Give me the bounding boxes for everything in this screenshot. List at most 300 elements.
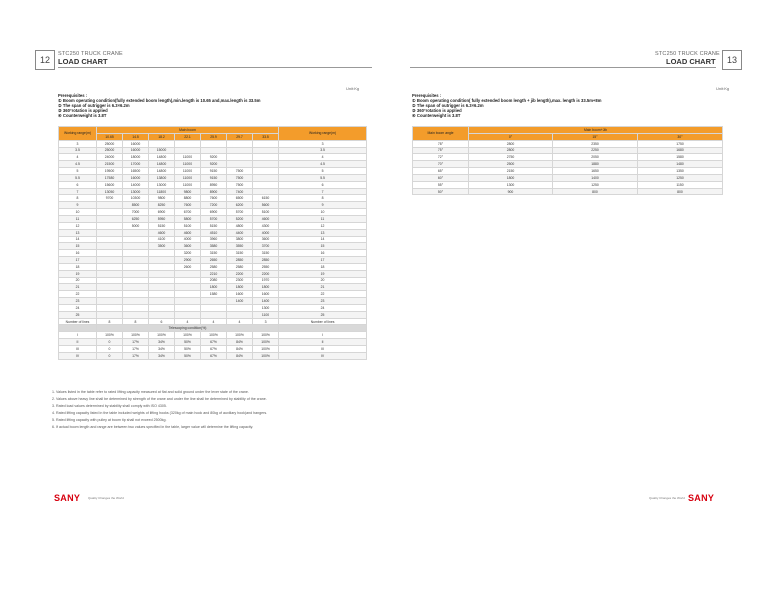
table-cell	[175, 270, 201, 277]
table-cell: 3.5	[59, 147, 97, 154]
boom-length-header: 22.1	[175, 133, 201, 140]
telescoping-row	[59, 332, 367, 339]
table-cell: 17	[59, 257, 97, 264]
table-cell	[175, 284, 201, 291]
table-cell: 8250	[149, 202, 175, 209]
table-cell: 19	[279, 270, 367, 277]
table-cell: 10300	[123, 195, 149, 202]
table-cell: 3700	[253, 243, 279, 250]
table-cell: 100%	[149, 332, 175, 339]
table-row	[59, 215, 367, 222]
table-cell: 6200	[227, 202, 253, 209]
table-cell: 6900	[201, 209, 227, 216]
table-cell	[175, 291, 201, 298]
telescoping-row	[59, 339, 367, 346]
table-cell	[175, 311, 201, 318]
table-cell: 9800	[149, 195, 175, 202]
table-cell: I	[59, 332, 97, 339]
table-cell: 4100	[149, 236, 175, 243]
table-cell	[97, 202, 123, 209]
table-cell: 7000	[123, 209, 149, 216]
table-cell	[97, 222, 123, 229]
prerequisite-4: ④ Counterweight is 3.8T	[58, 113, 107, 119]
number-of-lines-cell: 4	[201, 318, 227, 325]
table-cell	[253, 161, 279, 168]
table-cell: 11000	[175, 174, 201, 181]
table-cell: 7	[279, 188, 367, 195]
table-cell: 800	[638, 188, 723, 195]
table-cell	[149, 298, 175, 305]
boom-length-header: 18.2	[149, 133, 175, 140]
table-cell: 4	[59, 154, 97, 161]
table-cell: 6	[59, 181, 97, 188]
slogan: Quality Changes the World	[88, 496, 124, 500]
table-cell: 2580	[227, 263, 253, 270]
table-cell: 1300	[253, 304, 279, 311]
table-cell: 5200	[227, 215, 253, 222]
table-cell: 2550	[253, 263, 279, 270]
table-cell: 15000	[149, 147, 175, 154]
table-cell: 21	[279, 284, 367, 291]
table-cell	[123, 263, 149, 270]
number-of-lines-label: Number of lines	[59, 318, 97, 325]
table-row	[413, 154, 723, 161]
table-cell: 2650	[201, 257, 227, 264]
table-cell	[227, 304, 253, 311]
table-cell: 24	[279, 304, 367, 311]
spacer-cell	[59, 325, 97, 332]
table-cell: 84%	[227, 339, 253, 346]
table-cell	[97, 209, 123, 216]
telescoping-header-row	[59, 325, 367, 332]
table-cell: 13000	[123, 188, 149, 195]
telescoping-row	[59, 346, 367, 353]
table-cell: 25000	[97, 147, 123, 154]
table-cell: 9150	[201, 174, 227, 181]
table-cell: 24000	[97, 154, 123, 161]
table-cell: III	[59, 346, 97, 353]
table-cell: 67%	[201, 352, 227, 359]
table-cell: 11000	[175, 181, 201, 188]
note-5: 5. Rated lifting capacity with pulley at boom tip shall not exceed 2500kg.	[52, 418, 167, 423]
table-cell: 1400	[553, 174, 638, 181]
table-cell: 16500	[123, 168, 149, 175]
table-cell	[123, 250, 149, 257]
table-cell: 11000	[175, 154, 201, 161]
table-cell: 3800	[227, 236, 253, 243]
note-6: 6. If actual boom length and range are between two values specified in the table, larger value will determine the lifting capacity.	[52, 425, 254, 430]
table-cell	[149, 277, 175, 284]
table-cell	[97, 284, 123, 291]
note-4: 4. Rated lifting capacity listed in the table included weights of lifting hooks (320kg of main hook and 80kg of auxiliary hook)and hangers.	[52, 411, 268, 416]
table-cell: 1580	[201, 291, 227, 298]
table-cell	[149, 311, 175, 318]
table-cell	[201, 311, 227, 318]
prerequisites	[412, 93, 601, 118]
table-cell: 19	[59, 270, 97, 277]
table-cell: 78°	[413, 140, 469, 147]
table-cell	[201, 140, 227, 147]
table-cell: 65°	[413, 168, 469, 175]
table-cell: 1400	[227, 298, 253, 305]
note-2: 2. Values above heavy line shall be determined by strength of the crane and under the line shall be determined by stability of the crane.	[52, 397, 267, 402]
table-row	[59, 140, 367, 147]
table-cell	[253, 147, 279, 154]
table-cell	[97, 311, 123, 318]
table-cell	[227, 140, 253, 147]
table-row	[413, 181, 723, 188]
table-cell: 4000	[175, 236, 201, 243]
table-cell: 11000	[175, 161, 201, 168]
table-cell: 4	[279, 154, 367, 161]
table-cell	[175, 304, 201, 311]
table-cell: 5	[279, 168, 367, 175]
table-cell: 1600	[227, 291, 253, 298]
sany-logo: SANY	[54, 493, 81, 503]
table-cell: 23	[279, 298, 367, 305]
table-cell: 2800	[469, 147, 553, 154]
table-cell: 16000	[123, 147, 149, 154]
table-cell: 21500	[97, 161, 123, 168]
table-cell: 7600	[201, 195, 227, 202]
table-cell: 2300	[227, 277, 253, 284]
table-cell	[253, 174, 279, 181]
table-cell: 5700	[201, 215, 227, 222]
table-cell: 2350	[553, 140, 638, 147]
table-cell: 5700	[227, 209, 253, 216]
table-row	[59, 161, 367, 168]
table-cell	[123, 311, 149, 318]
table-cell	[123, 304, 149, 311]
table-cell	[97, 304, 123, 311]
model-name: STC250 TRUCK CRANE	[58, 51, 123, 57]
page-number: 12	[35, 50, 55, 70]
table-cell: 3500	[149, 243, 175, 250]
table-cell: 4510	[201, 229, 227, 236]
table-cell	[227, 147, 253, 154]
table-cell	[97, 298, 123, 305]
table-cell: 2250	[553, 147, 638, 154]
table-cell: 2580	[201, 263, 227, 270]
table-row	[413, 188, 723, 195]
prerequisite-1: ① Boom operating condition(fully extended boom length),min.length is 10.65 and,max.length is 33.5m	[58, 98, 261, 104]
table-cell: 18	[279, 263, 367, 270]
table-cell: 8900	[201, 188, 227, 195]
table-cell: 14	[279, 236, 367, 243]
table-cell: 1580	[638, 154, 723, 161]
table-cell: 9150	[201, 168, 227, 175]
table-cell: 3600	[253, 236, 279, 243]
table-row	[59, 298, 367, 305]
table-cell: 8800	[175, 195, 201, 202]
table-cell: 3.5	[279, 147, 367, 154]
table-cell: 2800	[469, 140, 553, 147]
table-cell: 100%	[253, 346, 279, 353]
table-cell: 3	[279, 140, 367, 147]
table-row	[59, 154, 367, 161]
slogan: Quality Changes the World	[649, 496, 685, 500]
col-group-main-boom-jib: Main boom+Jib	[469, 127, 723, 134]
table-cell: 100%	[227, 332, 253, 339]
table-row	[59, 236, 367, 243]
table-cell: 3	[59, 140, 97, 147]
table-cell: 67%	[201, 339, 227, 346]
table-cell: 8	[59, 195, 97, 202]
table-cell: 55°	[413, 181, 469, 188]
table-cell: 22	[279, 291, 367, 298]
table-cell: 1100	[253, 311, 279, 318]
table-cell: 4800	[227, 222, 253, 229]
table-cell: 7500	[227, 181, 253, 188]
table-cell: 10	[279, 209, 367, 216]
prerequisite-2: ② The span of outrigger is 6.3×6.2m	[412, 103, 484, 109]
table-cell	[175, 140, 201, 147]
number-of-lines-label-right: Number of lines	[279, 318, 367, 325]
table-cell: 1250	[638, 174, 723, 181]
table-cell: 1800	[469, 174, 553, 181]
table-cell	[97, 236, 123, 243]
table-row	[59, 250, 367, 257]
table-cell: 21	[59, 284, 97, 291]
table-cell	[123, 257, 149, 264]
table-row	[413, 161, 723, 168]
table-cell	[201, 298, 227, 305]
table-cell: IV	[59, 352, 97, 359]
table-cell: 1350	[638, 168, 723, 175]
table-cell: 800	[553, 188, 638, 195]
table-cell	[149, 250, 175, 257]
table-cell: 100%	[201, 332, 227, 339]
table-cell: 2050	[553, 154, 638, 161]
table-cell: 67%	[201, 346, 227, 353]
table-cell: 0	[97, 346, 123, 353]
col-working-range: Working range(m)	[59, 127, 97, 141]
table-cell: 3960	[201, 236, 227, 243]
table-cell: 1800	[227, 284, 253, 291]
table-cell: 8950	[201, 181, 227, 188]
table-cell	[123, 298, 149, 305]
table-cell: 9200	[201, 154, 227, 161]
table-cell: 34%	[149, 352, 175, 359]
table-row	[59, 277, 367, 284]
table-cell: 84%	[227, 352, 253, 359]
table-cell: 75°	[413, 147, 469, 154]
number-of-lines-cell: 8	[123, 318, 149, 325]
unit-label: Unit:Kg	[346, 86, 360, 91]
table-cell: 9	[279, 202, 367, 209]
table-row	[59, 270, 367, 277]
table-cell: 8500	[123, 202, 149, 209]
note-3: 3. Rated load values determined by stability shall comply with ISO 4305.	[52, 404, 167, 409]
table-cell: 4.5	[59, 161, 97, 168]
table-cell: 3580	[201, 243, 227, 250]
table-row	[59, 229, 367, 236]
telescoping-row	[59, 352, 367, 359]
table-cell: 1800	[253, 284, 279, 291]
table-cell: 11	[59, 215, 97, 222]
table-cell: 10	[59, 209, 97, 216]
table-cell: 16000	[123, 174, 149, 181]
table-cell: 9800	[175, 188, 201, 195]
table-cell: 2900	[175, 257, 201, 264]
prerequisites	[58, 93, 260, 118]
table-cell: 5.5	[279, 174, 367, 181]
table-cell: 12	[279, 222, 367, 229]
table-row	[59, 311, 367, 318]
table-cell: 4.5	[279, 161, 367, 168]
table-cell: 7200	[201, 202, 227, 209]
table-cell: 2850	[253, 257, 279, 264]
table-cell	[97, 243, 123, 250]
table-cell: 14000	[123, 181, 149, 188]
table-cell: 1800	[201, 284, 227, 291]
table-cell: 9700	[97, 195, 123, 202]
table-cell	[175, 298, 201, 305]
table-cell: 25000	[97, 140, 123, 147]
spacer-cell	[279, 325, 367, 332]
table-row	[59, 222, 367, 229]
table-cell: 5.5	[59, 174, 97, 181]
table-cell: 0	[97, 352, 123, 359]
table-cell	[149, 284, 175, 291]
table-cell: 13800	[149, 174, 175, 181]
table-cell	[201, 147, 227, 154]
table-cell: 1250	[553, 181, 638, 188]
table-cell: 23	[59, 298, 97, 305]
table-cell: 1970	[253, 277, 279, 284]
table-cell: 3550	[227, 243, 253, 250]
table-cell: 3200	[175, 250, 201, 257]
boom-length-header: 10.65	[97, 133, 123, 140]
table-cell	[149, 140, 175, 147]
table-cell: 6150	[253, 195, 279, 202]
table-cell: 4000	[253, 229, 279, 236]
table-cell: 2200	[227, 270, 253, 277]
table-cell: 7600	[175, 202, 201, 209]
table-row	[413, 140, 723, 147]
table-cell	[175, 147, 201, 154]
table-cell: 34%	[149, 339, 175, 346]
table-cell: 34%	[149, 346, 175, 353]
table-cell	[253, 168, 279, 175]
boom-length-header: 25.9	[201, 133, 227, 140]
table-cell: 17580	[97, 174, 123, 181]
table-cell: 5950	[149, 215, 175, 222]
table-cell: 11800	[149, 188, 175, 195]
table-row	[413, 147, 723, 154]
table-cell: 14800	[149, 168, 175, 175]
right-page	[384, 0, 768, 593]
prerequisite-3: ③ 360°rotation is applied	[58, 108, 108, 114]
table-cell: 20	[279, 277, 367, 284]
table-cell: 5	[59, 168, 97, 175]
table-cell: 24	[59, 304, 97, 311]
number-of-lines-cell: 4	[227, 318, 253, 325]
table-row	[59, 195, 367, 202]
table-cell: 16	[59, 250, 97, 257]
table-cell: 6900	[149, 209, 175, 216]
table-row	[59, 291, 367, 298]
table-cell: 20	[59, 277, 97, 284]
table-cell	[123, 284, 149, 291]
table-row	[413, 168, 723, 175]
table-row	[59, 168, 367, 175]
unit-label: Unit:Kg	[716, 86, 730, 91]
table-row	[59, 263, 367, 270]
table-cell: 15	[59, 243, 97, 250]
prerequisites-title: Prerequisites :	[412, 93, 442, 98]
table-cell: 19500	[97, 168, 123, 175]
table-cell	[149, 291, 175, 298]
table-cell: 18000	[123, 154, 149, 161]
table-cell	[123, 243, 149, 250]
table-cell: 1400	[253, 298, 279, 305]
table-cell: 2200	[253, 270, 279, 277]
table-row	[59, 174, 367, 181]
table-cell: 1880	[553, 161, 638, 168]
table-cell: III	[279, 346, 367, 353]
table-cell: 1600	[253, 291, 279, 298]
table-cell: 50%	[175, 346, 201, 353]
table-cell: 50%	[175, 352, 201, 359]
table-cell: 1480	[638, 161, 723, 168]
jib-load-table	[412, 126, 723, 195]
page-title: LOAD CHART	[666, 57, 716, 66]
table-cell: 5150	[201, 222, 227, 229]
number-of-lines-row	[59, 318, 367, 325]
table-cell: 5150	[149, 222, 175, 229]
table-cell: 1750	[638, 140, 723, 147]
table-cell: 0	[97, 339, 123, 346]
table-row	[59, 181, 367, 188]
table-cell: 14800	[149, 161, 175, 168]
table-cell: 3150	[201, 250, 227, 257]
table-cell	[97, 277, 123, 284]
table-cell: 13000	[149, 181, 175, 188]
table-cell: 4400	[227, 229, 253, 236]
table-cell: 5600	[253, 202, 279, 209]
table-cell	[123, 277, 149, 284]
table-cell: 2150	[469, 168, 553, 175]
table-cell: 6	[279, 181, 367, 188]
table-cell	[201, 304, 227, 311]
boom-length-header: 14.5	[123, 133, 149, 140]
table-cell: 7500	[227, 168, 253, 175]
table-cell: 2600	[175, 263, 201, 270]
table-cell: 72°	[413, 154, 469, 161]
table-row	[59, 284, 367, 291]
number-of-lines-cell: 4	[175, 318, 201, 325]
table-cell: 15600	[97, 181, 123, 188]
table-cell	[227, 161, 253, 168]
table-cell: 3600	[175, 243, 201, 250]
table-cell: 100%	[253, 332, 279, 339]
table-cell	[97, 215, 123, 222]
table-cell: 2210	[201, 270, 227, 277]
table-cell: 100%	[253, 352, 279, 359]
table-cell	[97, 291, 123, 298]
prerequisite-1: ① Boom operating condition( fully extended boom length + jib length),max. length is 33.5m+8m	[412, 98, 602, 104]
table-cell: 5800	[175, 215, 201, 222]
table-cell: II	[279, 339, 367, 346]
table-cell: 13	[59, 229, 97, 236]
table-cell: 900	[469, 188, 553, 195]
table-cell	[149, 304, 175, 311]
col-main-boom-angle: Main boom angle	[413, 127, 469, 141]
sany-logo: SANY	[688, 493, 715, 503]
table-cell: 70°	[413, 161, 469, 168]
jib-angle-header: 15°	[553, 133, 638, 140]
